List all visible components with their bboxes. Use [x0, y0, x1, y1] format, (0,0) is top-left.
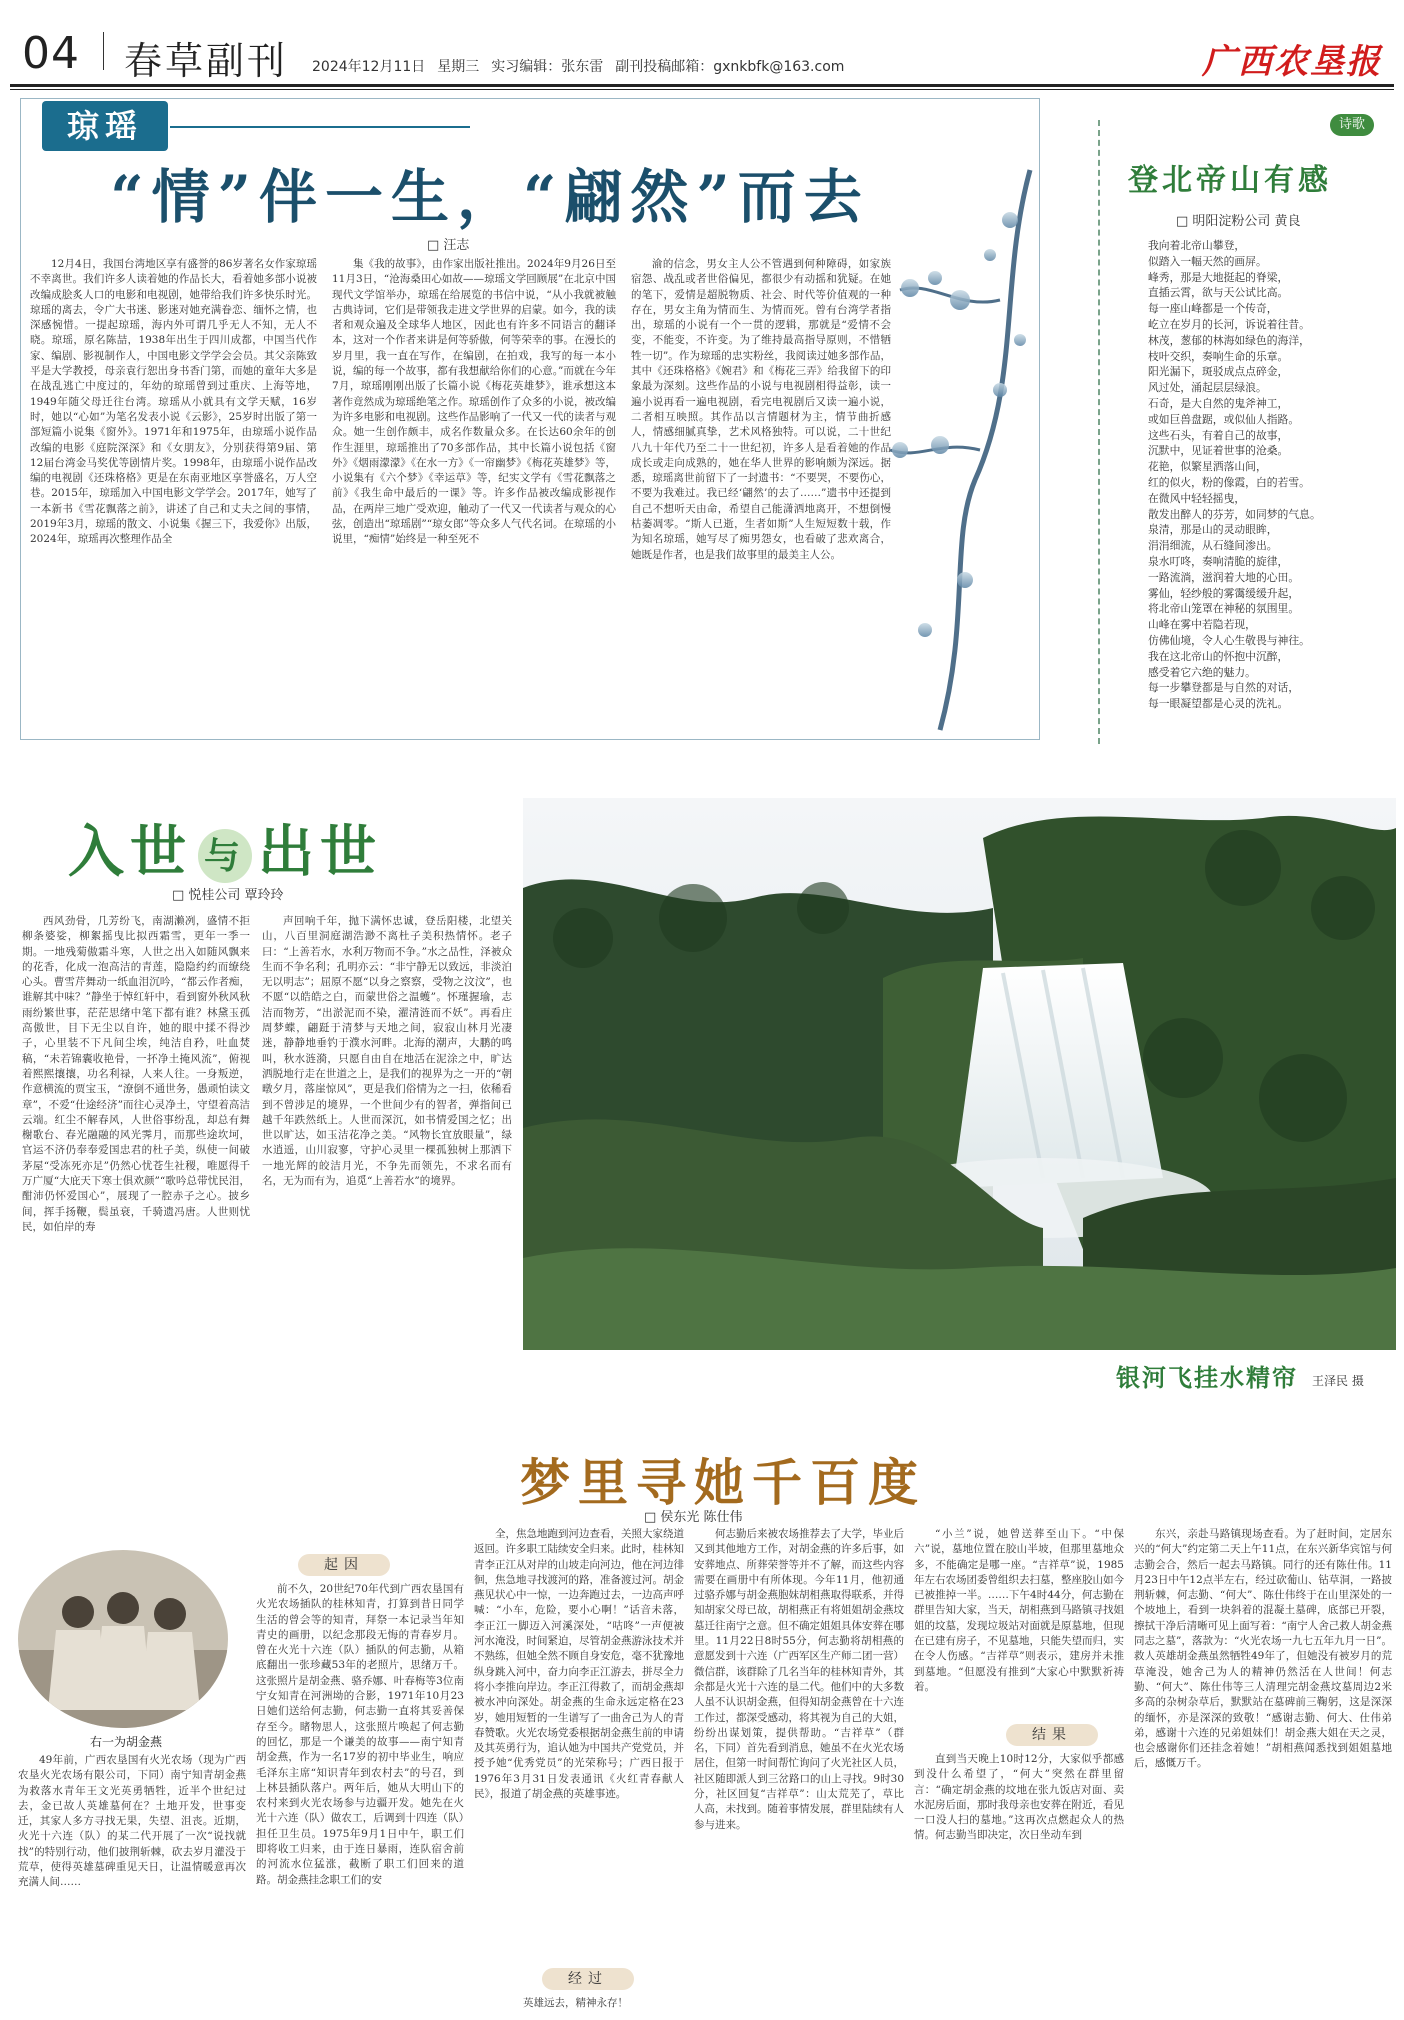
article-text: “小兰”说，她曾送葬至山下。“中保六”说，墓地位置在胶山半坡，但那里墓地众多，不能确定是哪一座。“吉祥草”说，1985年左右农场团委曾组织去扫墓，整座胶山如今已被推掉一半。……下午4时44分，何志勤在群里告知大家，当天，胡相燕到马路镇寻找姐姐的坟墓，发现垃圾站对面就是原墓地，但现在已建有房子，不见墓地，只能失望而归，实在令人伤感。“吉祥草”则表示，建房并未推到墓地。“但愿没有推到”大家心中默默祈祷着。	[914, 1528, 1124, 1693]
poem-line: 我在这北帝山的怀抱中沉醉，	[1148, 649, 1289, 663]
article-text: 前不久，20世纪70年代到广西农垦国有火光农场插队的桂林知青，打算到昔日同学生活的曾会等的知青，拜祭一本记录当年知青史的画册，以纪念那段无悔的青春岁月。曾在火光十六连（队）插队的何志勤，从箱底翻出一张珍藏53年的老照片，思绪万千。这张照片是胡金燕、骆乔娜、叶春梅等3位南宁女知青在河洲坳的合影，1971年10月23日她们送给何志勤，何志勤一直将其妥善保存至今。睹物思人，这张照片唤起了何志勤的回忆，那是一个谦美的故事——南宁知青胡金燕，作为一名17岁的初中毕业生，响应毛泽东主席“知识青年到农村去”的号召，到上林县插队落户。两年后，她从大明山下的农村来到火光农场参与边疆开发。她先在火光十六连（队）做农工，后调到十四连（队）担任卫生员。1975年9月1日中午，职工们即将收工归来，由于连日暴雨，连队宿舍前的河流水位猛涨，截断了职工们回来的道路。胡金燕挂念职工们的安	[256, 1583, 464, 1886]
poem-line: 雾仙，轻纱般的雾霭缓缓升起，	[1148, 586, 1300, 600]
article-text: 集《我的故事》，由作家出版社推出。2024年9月26日至11月3日，“沧海桑田心如故——琼瑶文学回顾展”在北京中国现代文学馆举办，琼瑶在给展览的书信中说，“从小我就被触古典诗词，它们是带领我走进文学世界的启蒙。如今，我的读者和观众遍及全球华人地区，因此也有许多不同语言的翻译本，这对一个作者来讲是何等骄傲，何等荣幸的事。在漫长的岁月里，我一直在写作，在编剧，在拍戏，我写的每一本小说，编的每一个故事，都有我想献给你们的心意。”而就在今年7月，琼瑶刚刚出版了长篇小说《梅花英雄梦》，谁承想这本著作竟然成为琼瑶绝笔之作。琼瑶创作了众多的小说，被改编为许多电影和电视剧。这些作品影响了一代又一代的读者与观众。她一生创作颇丰，成名作数量众多。在长达60余年的创作生涯里，琼瑶推出了70多部作品，其中长篇小说包括《窗外》《烟雨濛濛》《在水一方》《一帘幽梦》《梅花英雄梦》等，小说集有《六个梦》《幸运草》等，纪实文学有《雪花飘落之前》《我生命中最后的一课》等。许多作品被改编成影视作品，在两岸三地广受欢迎，触动了一代又一代读者与观众的心弦，创造出“琼瑶剧”“琼女郎”等众多人气代名词。在琼瑶的小说里，“痴情”始终是一种至死不	[332, 258, 616, 546]
article-tail	[502, 1996, 682, 2012]
article-column	[22, 914, 250, 1384]
poem-line: 仿佛仙境，令人心生敬畏与神往。	[1148, 633, 1310, 647]
poem-line: 屹立在岁月的长河，诉说着往昔。	[1148, 317, 1310, 331]
poem-line: 似踏入一幅天然的画屏。	[1148, 254, 1267, 268]
vintage-photo	[18, 1550, 228, 1728]
article-text: 直到当天晚上10时12分，大家似乎都感到没什么希望了，“何大”突然在群里留言：“确定胡金燕的坟地在张九饭店对面、卖水泥房后面，那时我母亲也安葬在附近，看见一口没人扫的墓地。”这再次点燃起众人的热情。何志勤当即决定，次日坐动车到	[914, 1753, 1124, 1842]
article-column	[332, 257, 616, 733]
masthead-rule-thin	[10, 89, 1394, 90]
article-column	[1134, 1527, 1392, 2013]
issue-weekday: 星期三	[437, 59, 480, 75]
column-tag: 琼瑶	[42, 101, 168, 151]
photo-credit: 王泽民 摄	[1312, 1374, 1364, 1388]
editor-credit: 实习编辑：张东雷	[491, 59, 604, 75]
poem-line: 这些石头，有着自己的故事，	[1148, 428, 1289, 442]
article-column	[30, 257, 317, 733]
submission-email: 副刊投稿邮箱：gxnkbfk@163.com	[615, 59, 845, 75]
intro-text: 49年前，广西农垦国有火光农场（现为广西农垦火光农场有限公司，下同）南宁知青胡金燕为救落水青年王文光英勇牺牲，近半个世纪过去，金已故人英雄墓何在？土地开发，世事变迁，其家人多方寻找无果，失望、沮丧。近期，火光十六连（队）的某二代开展了一次“说找就找”的特别行动，他们披荆斩棘，砍去岁月灌没于荒草，使得英雄墓碑重见天日，让温情暖意再次充满人间……	[18, 1754, 246, 1889]
poem-line: 红的似火，粉的像霞，白的若雪。	[1148, 475, 1310, 489]
section-label: 经过	[542, 1968, 634, 1990]
article-text: 全，焦急地跑到河边查看，关照大家绕道返回。许多职工陆续安全归来。此时，桂林知青李正江从对岸的山坡走向河边，他在河边徘徊，焦急地寻找渡河的路，准备渡过河。胡金燕见状心中一惊，一边奔跑过去，一边高声呼喊：“小车，危险，要小心啊！”话音未落，李正江一脚迈入河溪深处，“咕咚”一声便被河水淹没，时间紧迫，尽管胡金燕游泳技术并不熟练，但她全然不顾自身安危，毫不犹豫地纵身跳入河中，奋力向李正江游去，拼尽全力将小李推向岸边。李正江得救了，而胡金燕却被水冲向深处。胡金燕的生命永远定格在23岁，她用短暂的一生谱写了一曲舍己为人的青春赞歌。火光农场党委根据胡金燕生前的申请及其英勇行为，追认她为中国共产党党员，并授予她“优秀党员”的光荣称号；广西日报于1976年3月31日发表通讯《火红青春献人民》，报道了胡金燕的英雄事迹。	[474, 1528, 684, 1801]
section-label: 起因	[298, 1554, 390, 1576]
masthead-rule	[10, 84, 1394, 87]
page-number: 04	[22, 28, 80, 79]
article-title: “情”伴一生，“翩然”而去	[110, 163, 870, 231]
article-column	[256, 1582, 464, 2010]
article-text: 东兴，亲赴马路镇现场查看。为了赶时间，定居东兴的“何大”约定第二天上午11点，在东兴新华宾馆与何志勤会合，然后一起去马路镇。同行的还有陈仕伟。11月23日中午12点半左右，经过砍葡山、钻草洞，一路披荆斩棘，何志勤、“何大”、陈仕伟终于在山里深处的一个坡地上，看到一块斜着的混凝土墓碑，底部已开裂，擦拭干净后清晰可见上面写着：“南宁人舍己救人胡金燕同志之墓”，落款为：“火光农场一九七五年九月一日”。救人英雄胡金燕虽然牺牲49年了，但她没有被岁月的荒草淹没，她舍己为人的精神仍然活在人世间！何志勤、“何大”、陈仕伟等三人清理完胡金燕坟墓周边2米多高的杂树杂草后，默默站在墓碑前三鞠躬，这是深深的缅怀，亦是深深的致敬！“感谢志勤、何大、仕伟弟弟，感谢十六连的兄弟姐妹们！胡金燕大姐在天之灵，也会感谢你们还挂念着她！”胡相燕闻悉找到姐姐墓地后，感慨万千。	[1134, 1528, 1392, 1770]
photo-caption: 右一为胡金燕	[90, 1735, 163, 1749]
poem-line: 泉清，那是山的灵动眼眸，	[1148, 523, 1278, 537]
article-column	[474, 1527, 684, 1984]
poem-line: 林茂，葱郁的林海如绿色的海洋，	[1148, 333, 1310, 347]
masthead-info	[312, 56, 856, 76]
poem-line: 石奇，是大自然的鬼斧神工，	[1148, 396, 1289, 410]
photo-caption: 银河飞挂水精帘	[1116, 1363, 1298, 1392]
issue-date: 2024年12月11日	[312, 59, 426, 75]
article-byline: □ 悦桂公司 覃玲玲	[172, 888, 284, 903]
masthead-divider	[103, 32, 104, 70]
article-text: 西风劲骨，几芳纷飞，南湖濑冽，盛情不拒柳条婆娑，柳絮摇曳比拟西霜雪，更年一季一期。一地残菊傲霜斗寒，人世之出入如随风飘来的花香，化成一泡高洁的青莲，隐隐约约而缭绕心头。曹雪芹舞动一纸血泪沉吟，“都云作者痴，谁解其中味？”静坐于悼红轩中，看到窗外秋风秋雨纷繁世事，茫茫思绪中笔下都有谁？林黛玉孤高傲世，目下无尘以自许，她的眼中揉不得沙子，心里装不下凡间尘埃，纯洁自矜，吐血焚稿，“未若锦囊收艳骨，一抔净土掩风流”，俯视着熙熙攘攘，功名利禄，人来人往。一身叛逆，作意横流的贾宝玉，“潦倒不通世务，愚顽怕读文章”，不爱“仕途经济”而往心灵净土，守望着高洁云端。红尘不解春风，人世俗事纷乱，却总有舞榭歌台、春光融融的风光霁月，而那些途坎坷，官运不济仍奉奉爱国忠君的杜子美，纵使一间破茅屋“受冻死亦足”仍然心忧苍生社稷，唯愿得千万广厦“大庇天下寒士俱欢颜”“歌吟总带忧民泪，酣沛仍怀爱国心”，展现了一腔赤子之心。披乡间，挥手扬鞭，鬓虽衰，千骑遗冯唐。人世则忧民，如伯岸的寿	[22, 915, 250, 1233]
blossom-branch-illustration	[880, 160, 1040, 740]
poem-line: 每一座山峰都是一个传奇，	[1148, 302, 1278, 316]
poem-line: 感受着它六绝的魅力。	[1148, 665, 1256, 679]
poem-line: 将北帝山笼罩在神秘的氛围里。	[1148, 602, 1300, 616]
article-text: 何志勤后来被农场推荐去了大学，毕业后又到其他地方工作，对胡金燕的许多后事，如安葬地点、所葬荣誉等并不了解，而这些内容需要在画册中有所体现。今年11月，他初通过骆乔娜与胡金燕胞妹胡相燕取得联系，并得知胡家父母已故，胡相燕正有将姐姐胡金燕坟墓迁往南宁之意。但不确定姐姐具体安葬在哪里。11月22日8时55分，何志勤将胡相燕的意愿发到十六连（广西军区生产师二团一营）微信群，该群除了几名当年的桂林知青外，其余都是火光十六连的垦二代。他们中的大多数人虽不认识胡金燕，但得知胡金燕曾在十六连工作过，都深受感动，将其视为自己的大姐，纷纷出谋划策，提供帮助。“吉祥草”（群名，下同）首先看到消息，她虽不在火光农场居住，但第一时间帮忙询问了火光社区人员，社区随即派人到三岔路口的山上寻找。9时30分，社区回复“吉祥草”：山太荒芜了，草比人高，未找到。随着事情发展，群里陆续有人参与进来。	[694, 1528, 904, 1831]
article-text: 12月4日，我国台湾地区享有盛誉的86岁著名女作家琼瑶不幸离世。我们许多人读着她的作品长大，看着她多部小说被改编成脍炙人口的电影和电视剧，她带给我们许多快乐时光。琼瑶的离去，令广大书迷、影迷对她充满眷恋、缅怀之情，也深感惋惜。一提起琼瑶，海内外可谓几乎无人不知，无人不晓。琼瑶，原名陈喆，1938年出生于四川成都，中国当代作家、编剧、影视制作人，中国电影文学学会会员。其父亲陈致平是大学教授，母亲袁行恕出身书香门第，而她的童年大多是在战乱逃亡中度过的，年幼的琼瑶曾到过重庆、上海等地，1949年随父母迁往台湾。琼瑶从小就具有文学天赋，16岁时，她以“心如”为笔名发表小说《云影》，25岁时出版了第一部短篇小说集《窗外》。1971年和1975年，由琼瑶小说作品改编的电影《庭院深深》和《女朋友》，分别获得第9届、第12届台湾金马奖优等剧情片奖。1998年，由琼瑶小说作品改编的电视剧《还珠格格》更是在东南亚地区享誉盛名，万人空巷。2015年，琼瑶加入中国电影文学学会。2017年，她写了一本新书《雪花飘落之前》，讲述了自己和丈夫之间的事情，2019年3月，琼瑶的散文、小说集《握三下，我爱你》出版，2024年，琼瑶再次整理作品全	[30, 258, 317, 546]
article-column	[914, 1527, 1124, 1717]
article-title	[68, 808, 382, 888]
poem-line: 在微风中轻轻摇曳，	[1148, 491, 1246, 505]
article-column	[262, 914, 512, 1384]
section-title: 春草副刊	[124, 39, 289, 83]
poem-line: 枝叶交织，奏响生命的乐章。	[1148, 349, 1289, 363]
poem-line: 散发出醉人的芬芳，如同梦的气息。	[1148, 507, 1321, 521]
article-text: 渝的信念，男女主人公不管遇到何种障碍，如家族宿怨、战乱或者世俗偏见，都很少有动摇和犹疑。在她的笔下，爱情是超脱物质、社会、时代等价值观的一种存在，男女主角为情而生、为情而死。曾有台湾学者指出，琼瑶的小说有一个一贯的逻辑，那就是“爱情不会变，不能变，不许变。为了维持最高指导原则，不惜牺牲一切”。作为琼瑶的忠实粉丝，我阅读过她多部作品，其中《还珠格格》《婉君》和《梅花三弄》给我留下的印象最为深刻。这些作品的小说与电视剧相得益彰，读一遍小说再看一遍电视剧，看完电视剧后又读一遍小说，二者相互映照。其作品以言情题材为主，情节曲折感人，情感细腻真挚，艺术风格独特。可以说，二十世纪八九十年代乃至二十一世纪初，许多人是看着她的作品成长或走向成熟的，她在华人世界的影响颇为深远。据悉，琼瑶离世前留下了一封遗书：“不要哭，不要伤心，不要为我难过。我已经‘翩然’的去了……”遗书中还提到自己不想听天由命，希望自己能潇洒地离开，不想倒慢枯萎凋零。“斯人已逝，生者如斯”人生短短数十载，作为知名琼瑶，她写尽了痴男怨女，也看破了悲欢离合，她既是作者，也是我们故事里的最美主人公。	[631, 258, 891, 561]
poem-line: 直插云霄，欲与天公试比高。	[1148, 286, 1289, 300]
poem-tag: 诗歌	[1330, 114, 1374, 136]
poem-line: 一路流淌，滋润着大地的心田。	[1148, 570, 1300, 584]
poem-line: 我向着北帝山攀登，	[1148, 239, 1246, 252]
poem-line: 风过处，涌起层层绿浪。	[1148, 381, 1267, 395]
poem-line: 每一眼凝望都是心灵的洗礼。	[1148, 697, 1289, 711]
title-part: 入世	[68, 819, 192, 885]
article-column	[914, 1752, 1124, 2014]
poem-line: 阳光漏下，斑驳成点点碎金，	[1148, 365, 1289, 379]
title-connector: 与	[198, 829, 252, 883]
poem-title: 登北帝山有感	[1128, 163, 1332, 198]
article-intro	[18, 1753, 246, 2013]
poem-line: 每一步攀登都是与自然的对话，	[1148, 681, 1300, 695]
poem-line: 花艳，似繁星洒落山间，	[1148, 460, 1267, 474]
section-label: 结果	[1006, 1724, 1098, 1746]
poem-line: 山峰在雾中若隐若现，	[1148, 618, 1256, 632]
poem-line: 泉水叮咚，奏响清脆的旋律，	[1148, 554, 1289, 568]
article-byline: □ 汪志	[427, 238, 470, 253]
poem-byline: □ 明阳淀粉公司 黄良	[1176, 214, 1301, 229]
poem-line: 峰秀，那是大地挺起的脊梁，	[1148, 270, 1289, 284]
article-text: 声回响千年，抛下满怀忠诚，登岳阳楼，北望关山，八百里洞庭湖浩渺不离杜子美积热情怀。老子曰：“上善若水，水利万物而不争。”水之品性，泽被众生而不争名利；孔明亦云：“非宁静无以致远，非淡泊无以明志”；屈原不愿“以身之察察，受物之汶汶”，也不愿“以皓皓之白，而蒙世俗之温蠖”。怀瑾握瑜，志洁而物芳，“出淤泥而不染，濯清涟而不妖”。再看庄周梦蝶，翩跹于清梦与天地之间，寂寂山林月光凄迷，静静地垂钓于濮水河畔。北海的潮声，大鹏的鸣叫，秋水涟漪，只愿自由自在地活在泥涂之中，旷达洒脱地行走在世道之上，是我们的视界为之一开的“朝暾夕月，落崖惊风”，更是我们俗情为之一扫，依稀看到不曾涉足的境界，一个世间少有的智者，弹指间已越千年跌然纸上。人世而深沉，如书情爱国之忆；出世以旷达，如玉洁花净之美。“风物长宜放眼量”，绿水逍遥，山川寂寥，守护心灵里一棵孤独树上那洒下一地光辉的皎洁月光，不争先而领先，不求名而有名，无为而有为，追觅“上善若水”的境界。	[262, 915, 512, 1188]
waterfall-photo	[523, 798, 1396, 1350]
article-column	[631, 257, 891, 733]
tag-underline	[170, 126, 470, 128]
article-title: 梦里寻她千百度	[520, 1453, 926, 1512]
title-part: 出世	[258, 819, 382, 885]
article-text: 英雄远去，精神永存！	[523, 1997, 628, 2009]
poem-body	[1148, 238, 1378, 712]
poem-line: 或如巨兽盘踞，或似仙人指路。	[1148, 412, 1300, 426]
newspaper-logo: 广西农垦报	[1202, 42, 1382, 82]
poem-line: 沉默中，见证着世事的沧桑。	[1148, 444, 1289, 458]
article-column	[694, 1527, 904, 2013]
poem-line: 涓涓细流，从石缝间渗出。	[1148, 539, 1278, 553]
article-byline: □ 侯东光 陈仕伟	[644, 1510, 743, 1525]
